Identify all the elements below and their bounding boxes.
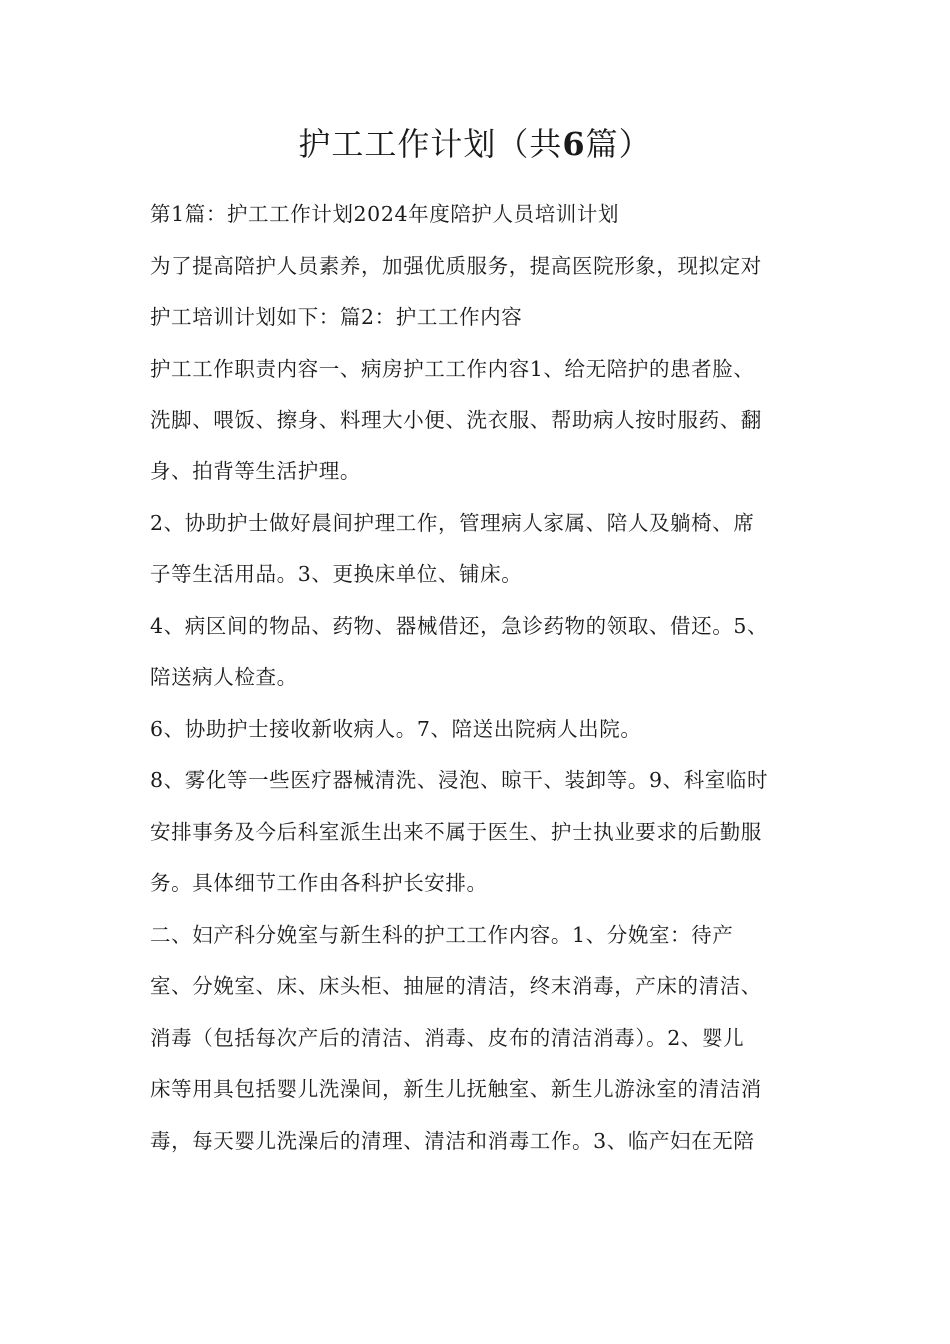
body-line: 毒，每天婴儿洗澡后的清理、清洁和消毒工作。3、临产妇在无陪 (150, 1129, 755, 1153)
title-number: 6 (562, 125, 586, 163)
body-line: 子等生活用品。3、更换床单位、铺床。 (150, 562, 523, 586)
body-line: 室、分娩室、床、床头柜、抽屉的清洁，终末消毒，产床的清洁、 (150, 974, 762, 998)
body-line: 陪送病人检查。 (150, 665, 298, 689)
title-suffix: 篇） (585, 125, 652, 163)
body-line: 身、拍背等生活护理。 (150, 459, 361, 483)
body-line: 8、雾化等一些医疗器械清洗、浸泡、晾干、装卸等。9、科室临时 (150, 768, 769, 792)
title-prefix: 护工工作计划（共 (298, 125, 563, 163)
body-line: 床等用具包括婴儿洗澡间，新生儿抚触室、新生儿游泳室的清洁消 (150, 1077, 762, 1101)
body-line: 二、妇产科分娩室与新生科的护工工作内容。1、分娩室：待产 (150, 923, 734, 947)
body-line: 6、协助护士接收新收病人。7、陪送出院病人出院。 (150, 717, 642, 741)
body-line: 洗脚、喂饭、擦身、料理大小便、洗衣服、帮助病人按时服药、翻 (150, 408, 762, 432)
body-line: 2、协助护士做好晨间护理工作，管理病人家属、陪人及躺椅、席 (150, 511, 755, 535)
body-line: 安排事务及今后科室派生出来不属于医生、护士执业要求的后勤服 (150, 820, 762, 844)
body-line: 4、病区间的物品、药物、器械借还，急诊药物的领取、借还。5、 (150, 614, 769, 638)
body-line: 务。具体细节工作由各科护长安排。 (150, 871, 488, 895)
body-line: 消毒（包括每次产后的清洁、消毒、皮布的清洁消毒）。2、婴儿 (150, 1026, 745, 1050)
page-title (0, 118, 950, 170)
body-line: 护工工作职责内容一、病房护工工作内容1、给无陪护的患者脸、 (150, 357, 755, 381)
body-line: 为了提高陪护人员素养，加强优质服务，提高医院形象，现拟定对 (150, 254, 762, 278)
body-line: 护工培训计划如下：篇2：护工工作内容 (150, 305, 523, 329)
body-line: 第1篇：护工工作计划2024年度陪护人员培训计划 (150, 202, 620, 226)
